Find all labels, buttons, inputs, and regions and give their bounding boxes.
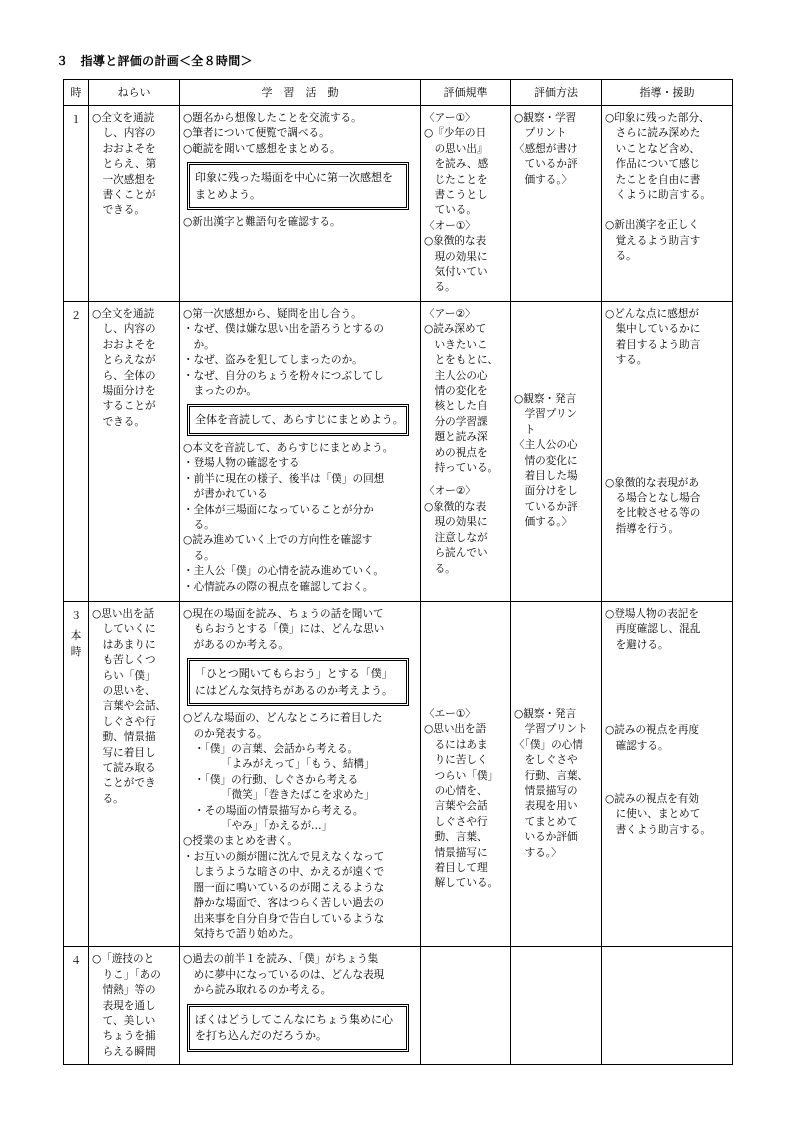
text-line: から読み取れるのか考える。: [183, 984, 332, 997]
text-line: ○授業のまとめを書く。: [183, 835, 298, 848]
text-line: 情の変化に: [514, 454, 578, 467]
lesson-plan-table: [63, 79, 733, 1065]
text-line: できる。: [92, 415, 145, 428]
text-line: 〈主人公の心: [514, 439, 578, 452]
text-line: 情の変化を: [424, 385, 488, 398]
text-line: 題と読み深: [424, 431, 488, 444]
text-line: 情景描写に: [424, 846, 488, 859]
text-line: ・なぜ、僕は嫌な思い出を語ろうとするの: [183, 323, 384, 336]
text-line: ○全文を通読: [92, 112, 155, 124]
aim-cell: [89, 947, 180, 1065]
task-box: [187, 1004, 409, 1052]
text-line: 言葉や会話、: [92, 700, 167, 713]
text-line: 着目して理: [424, 862, 488, 875]
support-cell: [602, 602, 733, 947]
text-line: ・前半に現在の様子、後半は「僕」の回想: [183, 472, 385, 485]
text-line: 着目するよう助言: [605, 338, 701, 351]
text-line: 動、言葉、: [424, 831, 488, 844]
text-line: をしぐさや: [514, 754, 578, 767]
text-line: し、内容の: [92, 323, 156, 336]
text-line: 覚えるよう助言す: [605, 234, 701, 247]
aim-cell: [89, 602, 180, 947]
activities-cell: [180, 602, 421, 947]
text-line: 作品について感じ: [605, 158, 701, 171]
period-cell: １: [64, 106, 89, 302]
text-line: 学習プリン: [514, 408, 578, 421]
text-line: めに夢中になっているのは、どんな表現: [183, 968, 385, 981]
text-line: ○読み深めて: [424, 323, 487, 336]
text-line: 価する。〉: [514, 173, 573, 186]
text-line: に使い、まとめて: [605, 808, 701, 821]
text-line: し、内容の: [92, 127, 156, 140]
text-line: ○題名から想像したことを交流する。: [183, 112, 362, 124]
text-line: ・なぜ、盗みを犯してしまったのか。: [183, 354, 363, 367]
criteria-cell: [421, 302, 511, 602]
text-line: 〈感想が書け: [514, 142, 578, 155]
header-method: 評価方法: [511, 80, 602, 106]
text-line: 全体を音読して、あらすじにまとめよう。: [195, 413, 404, 427]
text-line: ・登場人物の確認をする: [183, 457, 300, 470]
text-line: ○象徴的な表現があ: [605, 476, 699, 489]
text-line: しぐさや行: [92, 715, 156, 728]
text-line: 「よみがえって」「もう、結構」: [221, 758, 375, 771]
text-line: 分の学習課: [424, 415, 488, 428]
text-line: とらえなが: [92, 354, 156, 367]
text-line: ○登場人物の表記を: [605, 608, 699, 620]
text-line: 〈アー②〉: [424, 308, 476, 320]
text-line: 時: [70, 646, 82, 659]
text-line: することが: [92, 400, 156, 413]
table-row-3: [64, 602, 733, 947]
method-cell: [511, 947, 602, 1065]
text-line: ○観察・発言: [514, 393, 577, 405]
text-line: おおよそを: [92, 142, 156, 155]
text-line: ているか評: [514, 500, 578, 513]
text-line: 確認する。: [605, 739, 669, 752]
text-line: 本: [70, 630, 82, 643]
text-line: 〈「僕」の心情: [514, 738, 583, 751]
activities-cell: [180, 106, 421, 302]
aim-cell: [89, 106, 180, 302]
text-line: ○範読を聞いて感想をまとめる。: [183, 142, 341, 155]
text-line: めの視点を: [424, 446, 488, 459]
text-line: ○読みの視点を有効: [605, 793, 699, 806]
text-line: いことなど含め、: [605, 142, 700, 155]
text-line: ○本文を音読して、あらすじにまとめよう。: [183, 441, 394, 454]
text-line: の思いを、: [92, 685, 156, 698]
text-line: もらおうとする「僕」には、どんな思い: [183, 623, 385, 636]
text-line: ト: [514, 423, 536, 436]
text-line: 〈オー②〉: [424, 485, 476, 498]
text-line: 解している。: [424, 877, 499, 890]
text-line: ことができ: [92, 777, 156, 790]
text-line: ○過去の前半１を読み、「僕」がちょう集: [183, 953, 379, 966]
period-cell: ２: [64, 302, 89, 602]
text-line: のか発表する。: [183, 727, 268, 740]
text-line: とをもとに、: [424, 354, 499, 367]
text-line: も苦しくつ: [92, 654, 156, 667]
text-line: ・なぜ、自分のちょうを粉々につぶしてし: [183, 369, 384, 382]
text-line: ○象徴的な表: [424, 235, 487, 248]
text-line: て読み取る: [92, 762, 156, 775]
text-line: 面分けをし: [514, 485, 578, 498]
text-line: いるか評価: [514, 831, 578, 844]
text-line: する。〉: [514, 846, 562, 859]
text-line: できる。: [92, 204, 145, 217]
text-line: を読み、感: [424, 158, 489, 171]
text-line: 現の効果に: [424, 250, 488, 263]
table-row-4: [64, 947, 733, 1065]
text-line: ○新出漢字を正しく: [605, 219, 699, 232]
text-line: 価する。〉: [514, 516, 573, 529]
text-line: を避ける。: [605, 638, 669, 651]
text-line: ・「僕」の行動、しぐさから考える: [194, 773, 359, 786]
text-line: 一次感想を: [92, 173, 156, 186]
text-line: て、美しい: [92, 1014, 156, 1027]
text-line: していくに: [92, 623, 156, 636]
header-activities: 学 習 活 動: [180, 80, 421, 106]
text-line: 印象に残った場面を中心に第一次感想を: [195, 171, 393, 185]
activities-cell: [180, 947, 421, 1065]
support-cell: [602, 302, 733, 602]
text-line: つらい「僕」: [424, 769, 499, 782]
text-line: しぐさや行: [424, 815, 488, 828]
text-line: か。: [183, 338, 215, 351]
text-line: 動、情景描: [92, 731, 156, 744]
text-line: る。: [605, 250, 637, 263]
text-line: ○全文を通読: [92, 308, 155, 320]
text-line: 核とした自: [424, 400, 488, 413]
text-line: 「ひとつ聞いてもらおう」とする「僕」: [195, 667, 393, 681]
activities-cell: [180, 302, 421, 602]
text-line: ・その場面の情景描写から考える。: [194, 804, 364, 817]
text-line: てまとめて: [514, 815, 578, 828]
text-line: 現の効果に: [424, 516, 488, 529]
text-line: まったのか。: [183, 385, 258, 398]
text-line: 〈アー①〉: [424, 112, 476, 124]
text-line: りに苦しく: [424, 754, 488, 767]
text-line: ているか評: [514, 158, 578, 171]
aim-cell: [89, 302, 180, 602]
text-line: ○新出漢字と難語句を確認する。: [183, 216, 341, 229]
text-line: ○象徴的な表: [424, 500, 487, 513]
text-line: らい「僕」: [92, 669, 156, 682]
text-line: たことを自由に書: [605, 173, 701, 186]
header-row: [64, 80, 733, 106]
criteria-cell: [421, 947, 511, 1065]
text-line: いきたいこ: [424, 338, 488, 351]
current-lesson-note: [67, 628, 85, 660]
text-line: る。: [183, 518, 215, 531]
text-line: 学習プリント: [514, 723, 588, 736]
text-line: とらえ、第: [92, 158, 157, 171]
text-line: ら読んでい: [424, 547, 488, 560]
text-line: が書かれている: [183, 488, 268, 501]
header-period: 時: [64, 80, 89, 106]
text-line: を比較させる等の: [605, 507, 701, 520]
header-support: 指導・援助: [602, 80, 733, 106]
text-line: ら、全体の: [92, 369, 156, 382]
text-line: 表現を用い: [514, 800, 578, 813]
text-line: 静かな場面で、客はつらく苦しい過去の: [183, 897, 385, 910]
text-line: 気持ちで語り始めた。: [183, 927, 300, 940]
text-line: ちょうを捕: [92, 1030, 156, 1043]
text-line: 〈オー①〉: [424, 219, 476, 232]
text-line: 気付いてい: [424, 266, 488, 279]
text-line: ○観察・学習: [514, 112, 577, 124]
period-cell: ３ 本 時: [64, 602, 89, 947]
text-line: 着目した場: [514, 470, 578, 483]
text-line: くように助言する。: [605, 189, 711, 202]
text-line: ○第一次感想から、疑問を出し合う。: [183, 308, 362, 320]
text-line: する。: [605, 354, 648, 367]
text-line: 書こうとし: [424, 189, 488, 202]
text-line: 出来事を自分自身で告白しているような: [183, 912, 385, 925]
text-line: る。: [183, 549, 215, 562]
text-line: ○筆者について便覧で調べる。: [183, 127, 330, 140]
header-aim: ねらい: [89, 80, 180, 106]
text-line: 写に着目し: [92, 746, 156, 759]
text-line: 表現を通し: [92, 999, 156, 1012]
text-line: 言葉や会話: [424, 800, 488, 813]
criteria-cell: [421, 106, 511, 302]
text-line: ○観察・発言: [514, 708, 577, 720]
text-line: 書くことが: [92, 189, 156, 202]
text-line: ○思い出を話: [92, 608, 155, 620]
text-line: 集中しているかに: [605, 323, 701, 336]
text-line: 「やみ」「かえるが…」: [221, 820, 333, 833]
support-cell: [602, 947, 733, 1065]
method-cell: [511, 602, 602, 947]
text-line: 情景描写の: [514, 785, 578, 798]
text-line: る。: [424, 562, 456, 575]
text-line: ・心情読みの際の視点を確認しておく。: [183, 580, 374, 593]
text-line: さらに読み深めた: [605, 127, 701, 140]
text-line: の思い出』: [424, 142, 488, 155]
text-line: 「微笑」「巻きたばこを求めた」: [221, 789, 375, 802]
table-row-2: [64, 302, 733, 602]
text-line: 〈エー①〉: [424, 708, 476, 720]
text-line: らえる瞬間: [92, 1045, 156, 1058]
text-line: じたことを: [424, 173, 488, 186]
text-line: ○どんな点に感想が: [605, 308, 699, 320]
text-line: ○現在の場面を読み、ちょうの話を聞いて: [183, 608, 384, 620]
text-line: 情熱」等の: [92, 984, 156, 997]
text-line: プリント: [514, 127, 567, 140]
support-cell: [602, 106, 733, 302]
text-line: 書くよう助言する。: [605, 823, 711, 836]
text-line: まとめよう。: [195, 187, 261, 201]
text-line: 注意しなが: [424, 531, 488, 544]
task-box: [187, 404, 409, 436]
text-line: 場面分けを: [92, 385, 156, 398]
text-line: 行動、言葉、: [514, 769, 589, 782]
task-box: [187, 162, 409, 210]
method-cell: [511, 106, 602, 302]
text-line: ・全体が三場面になっていることが分か: [183, 503, 374, 516]
text-line: ○『少年の日: [424, 127, 487, 140]
text-line: はあまりに: [92, 638, 156, 651]
text-line: ている。: [424, 204, 477, 217]
text-line: 持っている。: [424, 462, 499, 475]
text-line: ・主人公「僕」の心情を読み進めていく。: [183, 565, 385, 578]
text-line: 指導を行う。: [605, 522, 680, 535]
text-line: ぼくはどうしてこんなにちょう集めに心: [195, 1012, 393, 1026]
text-line: ○思い出を語: [424, 723, 487, 736]
text-line: があるのか考える。: [183, 638, 289, 651]
method-cell: [511, 302, 602, 602]
text-line: ○どんな場面の、どんなところに着目した: [183, 712, 383, 725]
text-line: る場合となし場合: [605, 492, 701, 505]
text-line: ・「僕」の言葉、会話から考える。: [194, 743, 359, 756]
header-criteria: 評価規準: [421, 80, 511, 106]
text-line: 主人公の心: [424, 369, 488, 382]
text-line: る。: [424, 281, 456, 294]
text-line: る。: [92, 792, 124, 805]
text-line: しまうような暗さの中、かえるが遠くで: [183, 866, 385, 879]
table-row-1: [64, 106, 733, 302]
task-box: [187, 658, 409, 706]
text-line: ○印象に残った部分、: [605, 112, 710, 124]
text-line: ・お互いの顔が闇に沈んで見えなくなって: [183, 850, 385, 863]
text-line: おおよそを: [92, 338, 156, 351]
text-line: るにはあま: [424, 738, 488, 751]
text-line: 闇一面に鳴いているのが聞こえるような: [183, 881, 385, 894]
text-line: にはどんな気持ちがあるのか考えよう。: [195, 683, 393, 697]
text-line: を打ち込んだのだろうか。: [195, 1029, 327, 1043]
criteria-cell: [421, 602, 511, 947]
section-heading: ３ 指導と評価の計画＜全８時間＞: [56, 54, 253, 68]
text-line: 再度確認し、混乱: [605, 623, 701, 636]
text-line: ○読みの視点を再度: [605, 724, 699, 737]
text-line: りこ」「あの: [92, 968, 161, 981]
text-line: ○読み進めていく上での方向性を確認す: [183, 534, 373, 547]
text-line: ○「遊技のと: [92, 953, 155, 966]
text-line: の心情を、: [424, 785, 488, 798]
period-cell: ４: [64, 947, 89, 1065]
